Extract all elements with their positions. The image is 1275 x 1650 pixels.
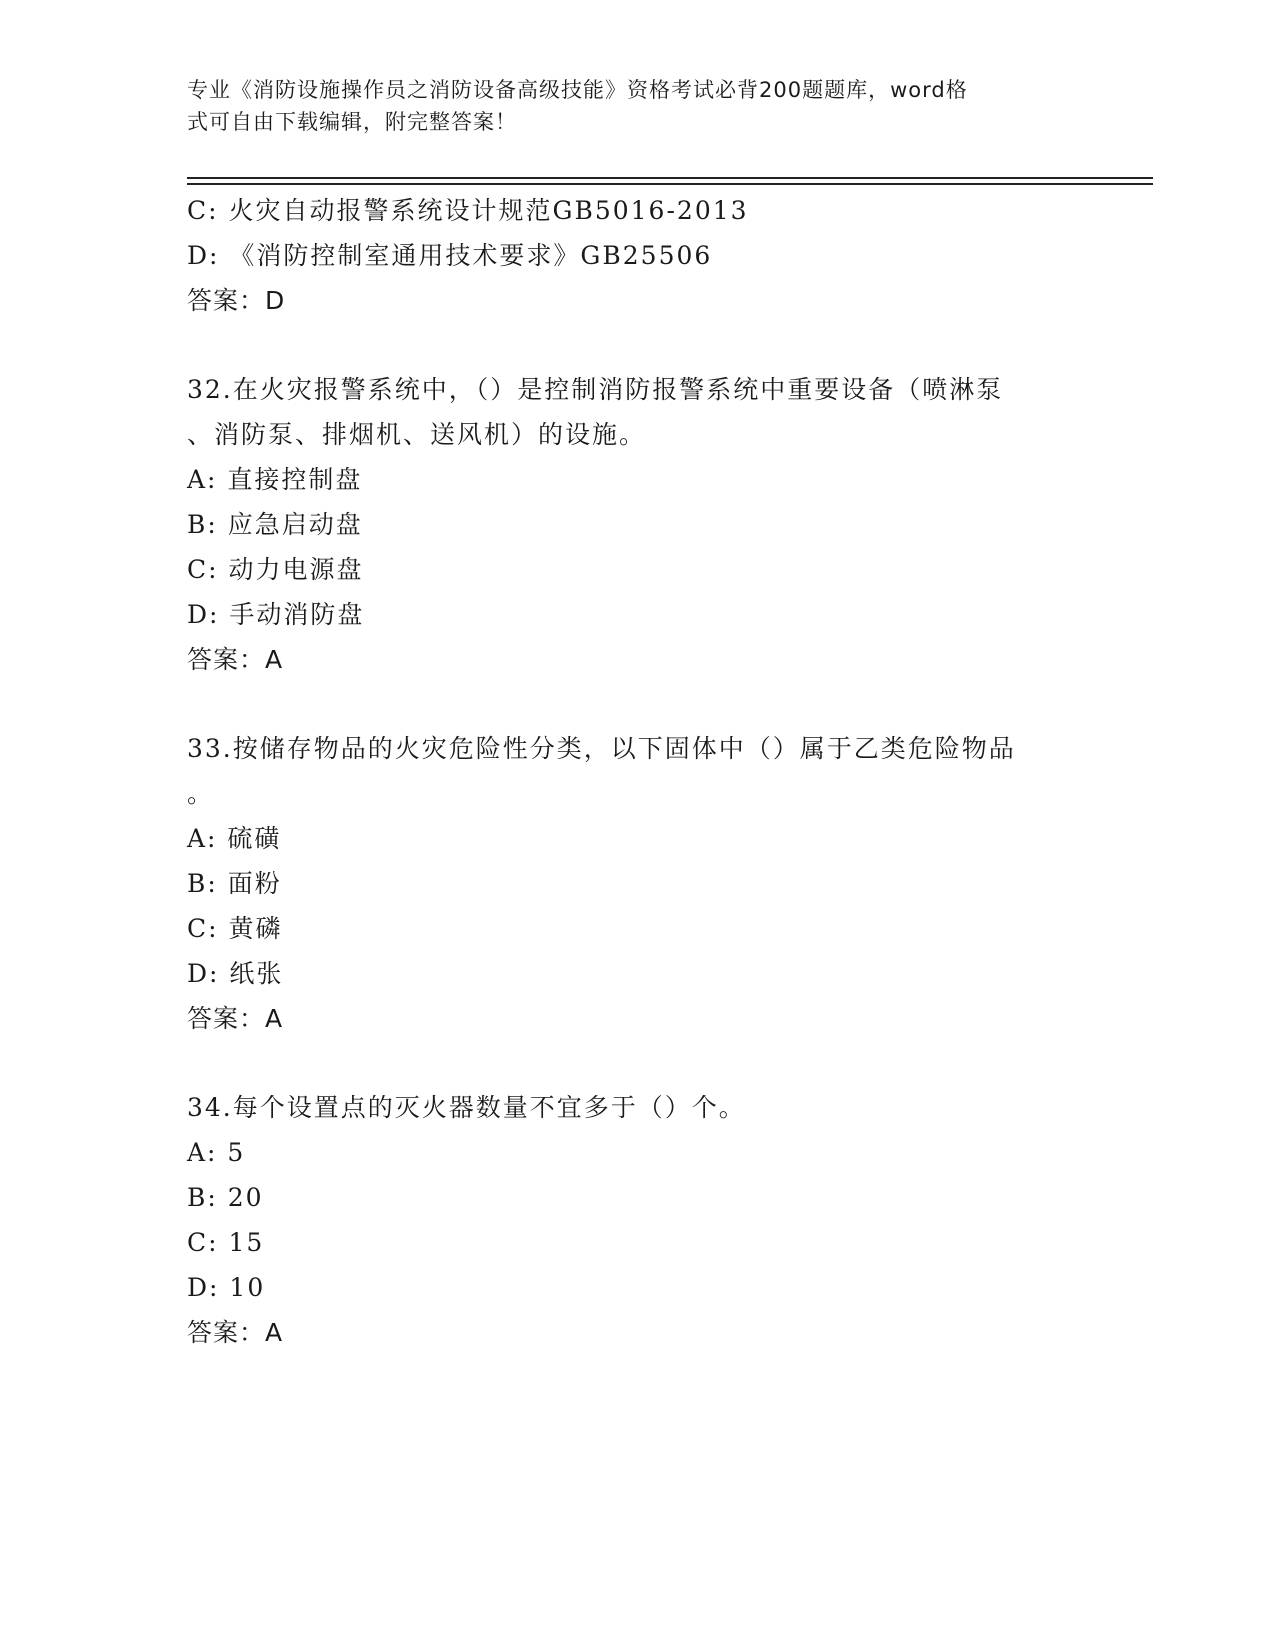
spacer <box>187 682 1087 726</box>
header-line-2: 式可自由下载编辑，附完整答案！ <box>187 110 517 134</box>
question-text-line: 、消防泵、排烟机、送风机）的设施。 <box>187 420 647 449</box>
question-33 <box>187 726 1087 1041</box>
answer-label: 答案：D <box>187 286 286 315</box>
question-text-line: 33.按储存物品的火灾危险性分类，以下固体中（）属于乙类危险物品 <box>187 734 1016 763</box>
option-a: A: 硫磺 <box>187 824 282 853</box>
option-a: A: 5 <box>187 1138 246 1167</box>
spacer <box>187 1041 1087 1085</box>
question-list <box>187 188 1087 1355</box>
option-c: C: 黄磷 <box>187 914 283 943</box>
previous-question-fragment <box>187 188 1087 323</box>
option-d: D: 手动消防盘 <box>187 600 365 629</box>
answer-label: 答案：A <box>187 645 284 674</box>
question-text-line: 34.每个设置点的灭火器数量不宜多于（）个。 <box>187 1093 746 1122</box>
option-a: A: 直接控制盘 <box>187 465 363 494</box>
option-b: B: 20 <box>187 1183 264 1212</box>
question-34 <box>187 1085 1087 1355</box>
option-c: C: 火灾自动报警系统设计规范GB5016-2013 <box>187 196 749 225</box>
option-d: D: 10 <box>187 1273 266 1302</box>
option-d: D: 纸张 <box>187 959 284 988</box>
question-32 <box>187 367 1087 682</box>
answer-label: 答案：A <box>187 1318 284 1347</box>
option-c: C: 动力电源盘 <box>187 555 364 584</box>
option-d: D: 《消防控制室通用技术要求》GB25506 <box>187 241 713 270</box>
question-text-line: 32.在火灾报警系统中，（）是控制消防报警系统中重要设备（喷淋泵 <box>187 375 1004 404</box>
header-line-1: 专业《消防设施操作员之消防设备高级技能》资格考试必背200题题库，word格 <box>187 78 968 102</box>
option-b: B: 面粉 <box>187 869 282 898</box>
option-b: B: 应急启动盘 <box>187 510 363 539</box>
question-text-line: 。 <box>187 779 215 808</box>
document-header <box>187 74 1067 138</box>
answer-label: 答案：A <box>187 1004 284 1033</box>
option-c: C: 15 <box>187 1228 265 1257</box>
spacer <box>187 323 1087 367</box>
header-divider-bottom <box>187 183 1153 185</box>
header-divider-top <box>187 177 1153 179</box>
